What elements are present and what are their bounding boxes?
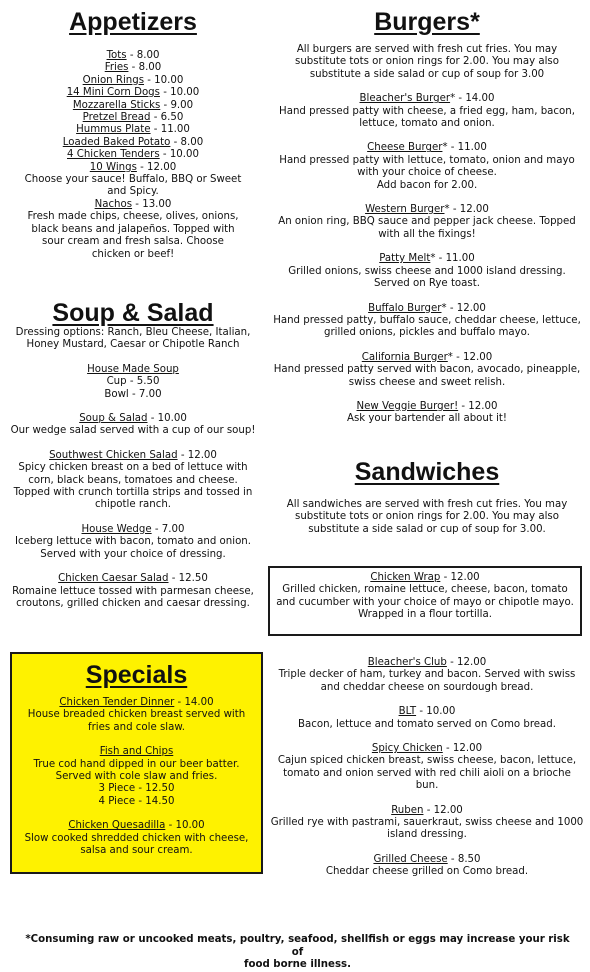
price-line: 4 Piece - 14.50	[98, 795, 175, 807]
menu-item: Buffalo Burger* - 12.00	[368, 302, 486, 314]
menu-item: Southwest Chicken Salad - 12.00	[49, 449, 217, 461]
menu-item: Loaded Baked Potato - 8.00	[62, 136, 204, 148]
appetizer-list	[4, 50, 262, 261]
dressing-options: Honey Mustard, Caesar or Chipotle Ranch	[26, 339, 240, 351]
item-description: Grilled onions, swiss cheese and 1000 island dressing.	[288, 265, 566, 277]
item-description: lettuce, tomato and onion.	[359, 118, 495, 130]
specials-heading: Specials	[85, 661, 188, 689]
specials-box	[10, 652, 263, 874]
disclaimer-line: *Consuming raw or uncooked meats, poultry, seafood, shellfish or eggs may increase your risk of	[25, 934, 570, 958]
menu-item: Chicken Caesar Salad - 12.50	[58, 573, 208, 585]
item-description: chicken or beef!	[91, 248, 175, 260]
item-description: Hand pressed patty served with bacon, avocado, pineapple,	[273, 364, 581, 376]
menu-item: Bleacher's Burger* - 14.00	[359, 93, 495, 105]
item-description: Bacon, lettuce and tomato served on Como bread.	[298, 718, 556, 730]
section-intro: All burgers are served with fresh cut fries. You may	[296, 44, 558, 55]
menu-item: Mozzarella Sticks - 9.00	[72, 99, 194, 111]
item-description: Grilled rye with pastrami, sauerkraut, swiss cheese and 1000	[270, 817, 584, 829]
price-line: Cup - 5.50	[106, 376, 160, 388]
item-description: Wrapped in a flour tortilla.	[358, 609, 492, 621]
menu-item: Spicy Chicken - 12.00	[371, 743, 483, 755]
burgers-heading: Burgers*	[374, 8, 480, 36]
menu-item: Pretzel Bread - 6.50	[82, 112, 184, 124]
menu-item: House Wedge - 7.00	[81, 523, 185, 535]
section-intro: substitute tots or onion rings for 2.00. You may also	[295, 56, 559, 68]
item-description: Add bacon for 2.00.	[376, 179, 478, 191]
appetizers-heading: Appetizers	[69, 8, 197, 36]
item-description: chipotle ranch.	[94, 499, 172, 511]
menu-item: Soup & Salad - 10.00	[79, 413, 187, 425]
item-description: Served with cole slaw and fries.	[55, 771, 218, 783]
menu-item: Western Burger* - 12.00	[365, 204, 489, 216]
item-description: salsa and sour cream.	[80, 845, 193, 857]
dressing-options: Dressing options: Ranch, Bleu Cheese, Italian,	[15, 327, 251, 338]
menu-item: New Veggie Burger! - 12.00	[356, 400, 498, 412]
item-description: Served on Rye toast.	[374, 278, 480, 290]
menu-item: House Made Soup	[87, 363, 179, 375]
item-description: Cheddar cheese grilled on Como bread.	[325, 866, 529, 878]
price-line: 3 Piece - 12.50	[98, 783, 175, 795]
item-description: Spicy chicken breast on a bed of lettuce with	[18, 462, 248, 474]
menu-item: Bleacher's Club - 12.00	[367, 657, 487, 668]
section-intro: substitute tots or onion rings for 2.00. You may also	[295, 511, 559, 523]
item-description: Cajun spiced chicken breast, swiss cheese, bacon, lettuce,	[277, 755, 577, 767]
sandwiches-heading: Sandwiches	[354, 458, 500, 486]
item-description: Slow cooked shredded chicken with cheese,	[24, 832, 249, 844]
sandwich-list	[268, 657, 586, 879]
item-description: True cod hand dipped in our beer batter.	[33, 758, 240, 770]
menu-item: California Burger* - 12.00	[361, 351, 493, 363]
item-description: Hand pressed patty with cheese, a fried egg, ham, bacon,	[279, 105, 575, 117]
item-description: Fresh made chips, cheese, olives, onions,	[27, 211, 239, 223]
item-description: and cucumber with your choice of mayo or chipotle mayo.	[276, 596, 574, 608]
item-description: fries and cole slaw.	[87, 721, 185, 733]
item-description: and Spicy.	[107, 186, 159, 198]
item-description: croutons, grilled chicken and caesar dressing.	[16, 597, 250, 609]
item-description: sour cream and fresh salsa. Choose	[42, 236, 224, 248]
item-description: Our wedge salad served with a cup of our soup!	[10, 425, 256, 437]
item-description: Triple decker of ham, turkey and bacon. Served with swiss	[278, 669, 576, 681]
section-intro: substitute a side salad or cup of soup for 3.00	[309, 68, 545, 80]
menu-item: 4 Chicken Tenders - 10.00	[67, 149, 199, 161]
raw-food-disclaimer	[20, 934, 575, 972]
section-intro: substitute a side salad or cup of soup for 3.00.	[308, 523, 546, 535]
item-description: corn, black beans, tomatoes and cheese.	[28, 474, 238, 486]
menu-item: BLT - 10.00	[398, 706, 456, 718]
soup-salad-heading: Soup & Salad	[52, 299, 214, 327]
menu-item: Hummus Plate - 11.00	[76, 124, 190, 136]
item-description: and cheddar cheese on sourdough bread.	[320, 681, 534, 693]
item-description: Topped with crunch tortilla strips and tossed in	[13, 487, 253, 499]
menu-item: Nachos - 13.00	[94, 198, 172, 210]
item-description: Hand pressed patty with lettuce, tomato, onion and mayo	[279, 154, 575, 166]
soup-salad-section	[4, 299, 262, 610]
item-description: Served with your choice of dressing.	[40, 548, 226, 560]
menu-item: Ruben - 12.00	[391, 804, 463, 816]
chicken-wrap-box	[268, 566, 582, 636]
item-description: with all the fixings!	[378, 228, 476, 240]
item-description: tomato and onion served with red chili aioli on a brioche	[283, 767, 571, 779]
menu-item: Chicken Quesadilla - 10.00	[68, 820, 205, 832]
item-description: bun.	[415, 780, 439, 792]
item-description: black beans and jalapeños. Topped with	[31, 223, 235, 235]
appetizers-section	[4, 8, 262, 261]
section-intro: All sandwiches are served with fresh cut fries. You may	[286, 499, 568, 510]
menu-item: Grilled Cheese - 8.50	[373, 853, 481, 865]
item-description: Choose your sauce! Buffalo, BBQ or Sweet	[24, 174, 242, 186]
item-description: Hand pressed patty, buffalo sauce, cheddar cheese, lettuce,	[273, 314, 581, 326]
price-line: Bowl - 7.00	[104, 388, 162, 400]
item-description: swiss cheese and sweet relish.	[348, 376, 506, 388]
item-description: island dressing.	[387, 829, 467, 841]
item-description: Iceberg lettuce with bacon, tomato and onion.	[14, 536, 251, 548]
menu-item: Chicken Tender Dinner - 14.00	[59, 697, 214, 708]
item-description: An onion ring, BBQ sauce and pepper jack cheese. Topped	[278, 216, 576, 228]
sandwiches-section	[268, 458, 586, 536]
menu-item: Chicken Wrap - 12.00	[370, 572, 480, 583]
menu-item: Patty Melt* - 11.00	[379, 253, 475, 265]
menu-item: 14 Mini Corn Dogs - 10.00	[66, 87, 200, 99]
item-description: with your choice of cheese.	[357, 167, 497, 179]
item-description: House breaded chicken breast served with	[27, 709, 246, 721]
menu-item: 10 Wings - 12.00	[89, 161, 177, 173]
menu-item: Fries - 8.00	[104, 62, 162, 74]
item-description: Romaine lettuce tossed with parmesan cheese,	[12, 585, 254, 597]
item-description: Ask your bartender all about it!	[346, 413, 508, 425]
menu-item: Cheese Burger* - 11.00	[367, 142, 487, 154]
burgers-section	[268, 8, 586, 426]
item-description: Grilled chicken, romaine lettuce, cheese, bacon, tomato	[282, 584, 568, 596]
menu-item: Onion Rings - 10.00	[82, 74, 184, 86]
menu-item: Fish and Chips	[99, 746, 174, 758]
menu-item: Tots - 8.00	[106, 50, 160, 61]
item-description: grilled onions, pickles and buffalo mayo.	[324, 327, 530, 339]
disclaimer-line: food borne illness.	[244, 959, 351, 970]
